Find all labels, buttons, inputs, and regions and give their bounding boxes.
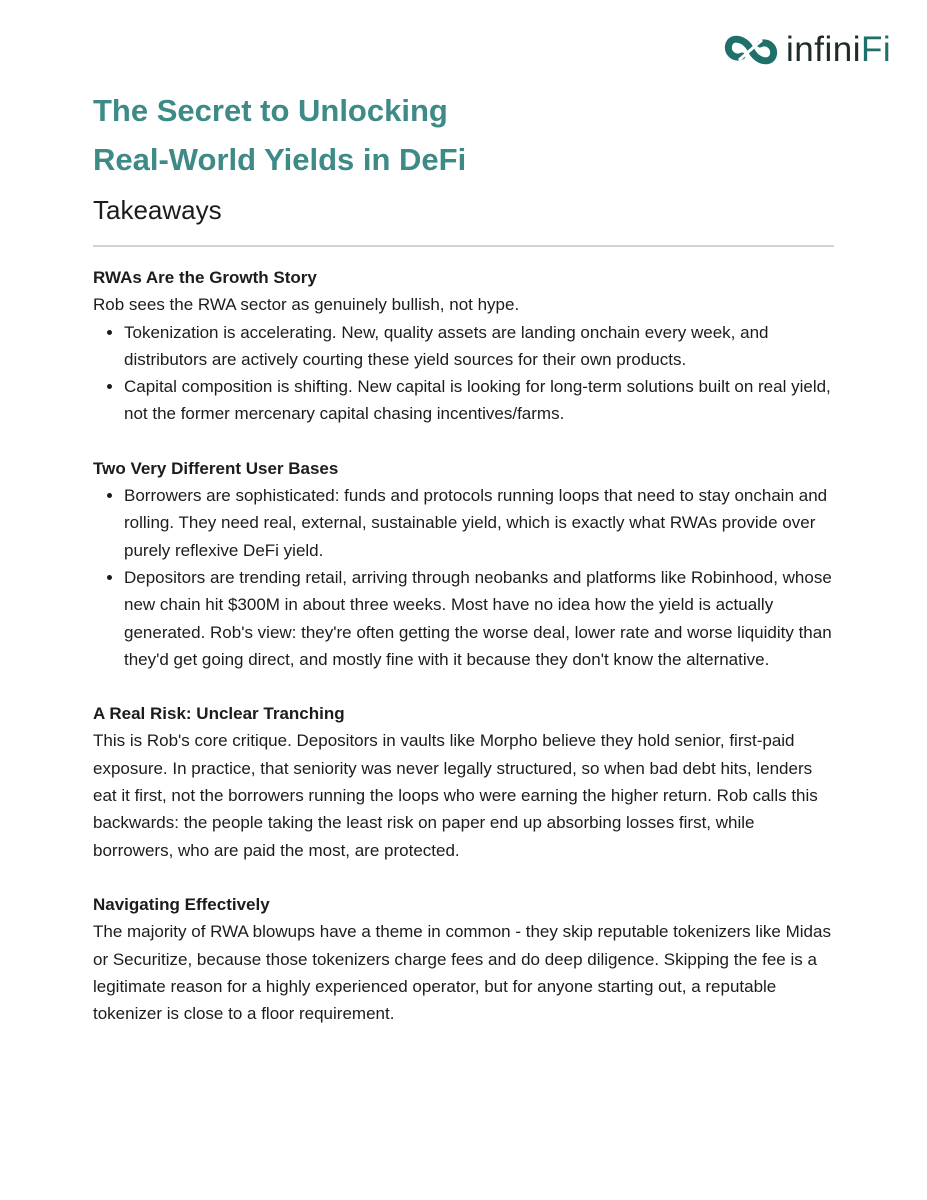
list-item: • Capital composition is shifting. New capital is looking for long-term solutions built on real yield, not the former mercenary capital chasing incentives/farms. bbox=[124, 373, 834, 428]
document-body bbox=[93, 264, 834, 1054]
section-heading: Two Very Different User Bases bbox=[93, 458, 339, 478]
page-title-line-1: The Secret to Unlocking bbox=[93, 93, 448, 128]
page-title bbox=[93, 86, 793, 184]
section-unclear-tranching bbox=[93, 700, 834, 864]
list-item: • Tokenization is accelerating. New, quality assets are landing onchain every week, and distributors are actively courting these yield sources for their own products. bbox=[124, 319, 834, 374]
section-heading: Navigating Effectively bbox=[93, 894, 270, 914]
section-growth-story bbox=[93, 264, 834, 428]
section-heading: RWAs Are the Growth Story bbox=[93, 268, 317, 287]
bullet-list bbox=[93, 319, 834, 428]
brand-wordmark bbox=[786, 30, 891, 70]
page-title-line-2: Real-World Yields in DeFi bbox=[93, 142, 467, 177]
list-item: • Depositors are trending retail, arriving through neobanks and platforms like Robinhood, whose new chain hit $300M in about three weeks. Most have no idea how the yield is actually generated. Rob's view: they're often getting the worse deal, lower rate and worse liquidity than they'd get going direct, and mostly fine with it because they don't know the alternative. bbox=[124, 564, 834, 673]
brand-logo bbox=[724, 30, 891, 70]
page-subtitle: Takeaways bbox=[93, 195, 222, 225]
brand-name-accent: Fi bbox=[860, 30, 892, 69]
section-intro: Rob sees the RWA sector as genuinely bullish, not hype. bbox=[93, 295, 520, 315]
list-item: • Borrowers are sophisticated: funds and protocols running loops that need to stay onchain and rolling. They need real, external, sustainable yield, which is exactly what RWAs provide over purely reflexive DeFi yield. bbox=[124, 482, 834, 564]
section-user-bases bbox=[93, 455, 834, 673]
section-body: This is Rob's core critique. Depositors in vaults like Morpho believe they hold senior, first-paid exposure. In practice, that seniority was never legally structured, so when bad debt hits, lenders eat it first, not the borrowers running the loops who were earning the higher return. Rob calls this backwards: the people taking the least risk on paper end up absorbing losses first, while borrowers, who are paid the most, are protected. bbox=[93, 731, 818, 860]
brand-name-plain: infini bbox=[786, 30, 861, 69]
title-divider bbox=[93, 245, 834, 247]
section-heading: A Real Risk: Unclear Tranching bbox=[93, 704, 345, 724]
infinity-logo-icon bbox=[724, 30, 778, 70]
bullet-list bbox=[93, 482, 834, 673]
section-body: The majority of RWA blowups have a theme in common - they skip reputable tokenizers like Midas or Securitize, because those tokenizers charge fees and do deep diligence. Skipping the fee is a legitimate reason for a highly experienced operator, but for anyone starting out, a reputable tokenizer is close to a floor requirement. bbox=[93, 922, 831, 1024]
section-navigating bbox=[93, 891, 834, 1027]
